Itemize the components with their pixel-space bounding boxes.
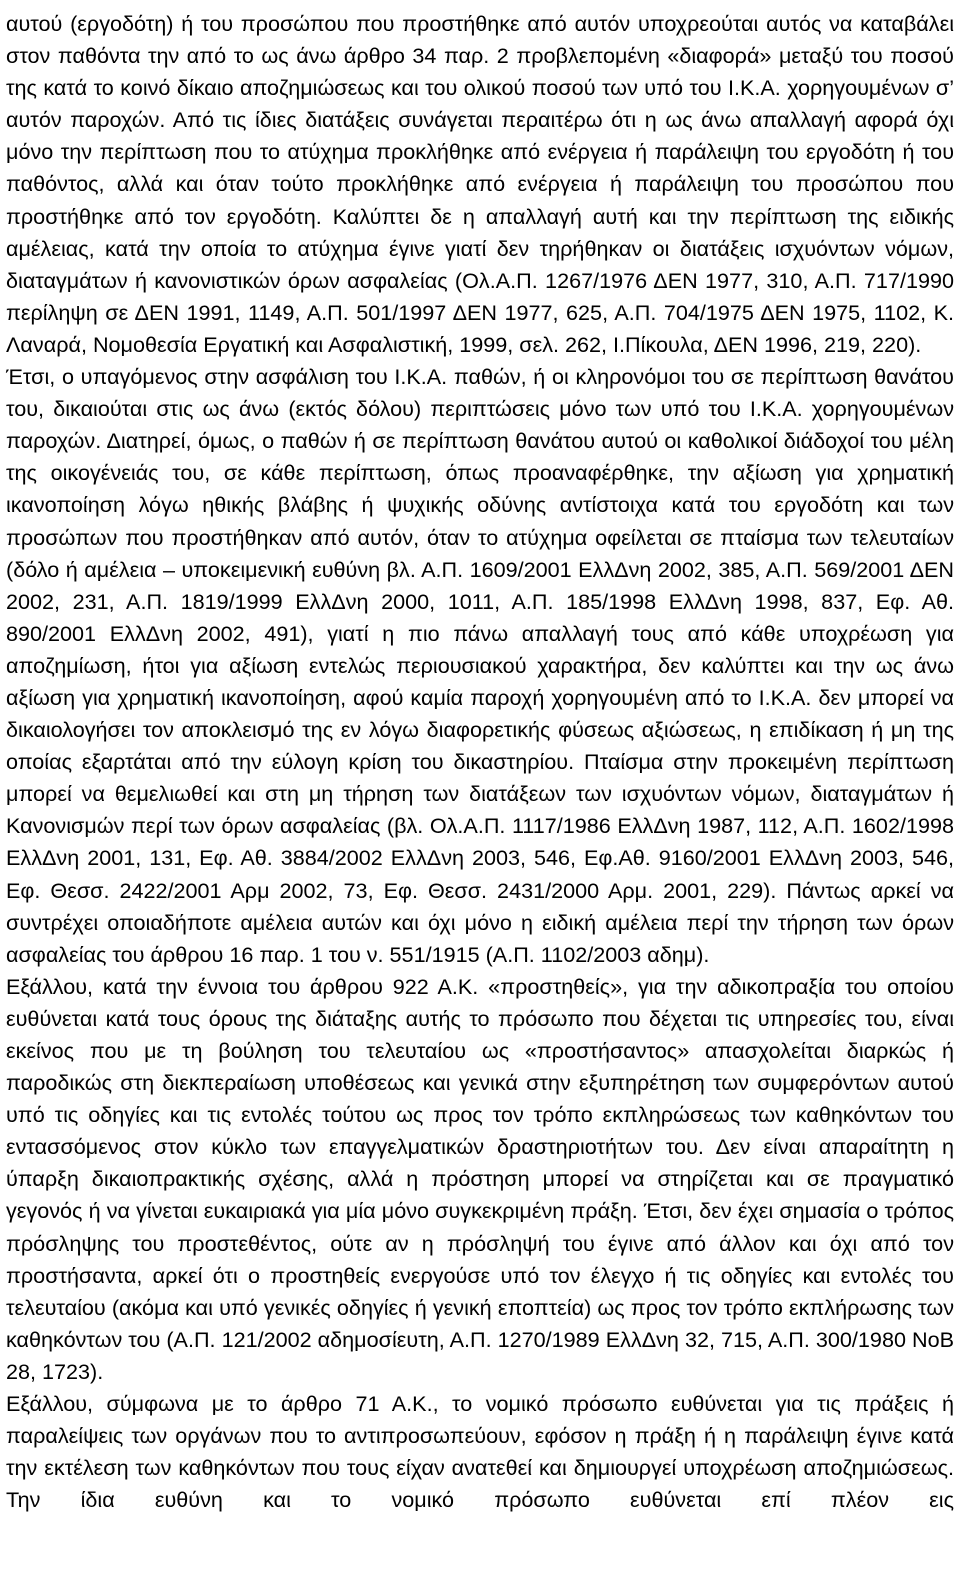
paragraph-moral-damage: Έτσι, ο υπαγόμενος στην ασφάλιση του Ι.Κ.Α. παθών, ή οι κληρονόμοι του σε περίπτωση θανάτου του, δικαιούται στις ως άνω (εκτός δόλου) περιπτώσεις μόνο των υπό του Ι.Κ.Α. χορηγουμένων παροχών. Διατηρεί, όμως, ο παθών ή σε περίπτωση θανάτου αυτού οι καθολικοί διάδοχοί του μέλη της οικογένειάς του, σε κάθε περίπτωση, όπως προαναφέρθηκε, την αξίωση για χρηματική ικανοποίηση λόγω ηθικής βλάβης ή ψυχικής οδύνης αντίστοιχα κατά του εργοδότη και των προσώπων που προστήθηκαν από αυτόν, όταν το ατύχημα οφείλεται σε πταίσμα των τελευταίων (δόλο ή αμέλεια – υποκειμενική ευθύνη βλ. Α.Π. 1609/2001 ΕλλΔνη 2002, 385, Α.Π. 569/2001 ΔΕΝ 2002, 231, Α.Π. 1819/1999 ΕλλΔνη 2000, 1011, Α.Π. 185/1998 ΕλλΔνη 1998, 837, Εφ. Αθ. 890/2001 ΕλλΔνη 2002, 491), γιατί η πιο πάνω απαλλαγή τους από κάθε υποχρέωση για αποζημίωση, ήτοι για αξίωση εντελώς περιουσιακού χαρακτήρα, δεν καλύπτει και την ως άνω αξίωση για χρηματική ικανοποίηση, αφού καμία παροχή χορηγουμένη από το Ι.Κ.Α. δεν μπορεί να δικαιολογήσει τον αποκλεισμό της εν λόγω διαφορετικής φύσεως αξιώσεως, η επιδίκαση ή μη της οποίας εξαρτάται από την εύλογη κρίση του δικαστηρίου. Πταίσμα στην προκειμένη περίπτωση μπορεί να θεμελιωθεί και στη μη τήρηση των διατάξεων των ισχυόντων νόμων, διαταγμάτων ή Κανονισμών περί των όρων ασφαλείας (βλ. Ολ.Α.Π. 1117/1986 ΕλλΔνη 1987, 112, Α.Π. 1602/1998 ΕλλΔνη 2001, 131, Εφ. Αθ. 3884/2002 ΕλλΔνη 2003, 546, Εφ.Αθ. 9160/2001 ΕλλΔνη 2003, 546, Εφ. Θεσσ. 2422/2001 Αρμ 2002, 73, Εφ. Θεσσ. 2431/2000 Αρμ. 2001, 229). Πάντως αρκεί να συντρέχει οποιαδήποτε αμέλεια αυτών και όχι μόνο η ειδική αμέλεια περί την τήρηση των όρων ασφαλείας του άρθρου 16 παρ. 1 του ν. 551/1915 (Α.Π. 1102/2003 αδημ).: [6, 364, 954, 967]
paragraph-ika-exemption: αυτού (εργοδότη) ή του προσώπου που προστήθηκε από αυτόν υποχρεούται αυτός να καταβάλει στον παθόντα την από το ως άνω άρθρο 34 παρ. 2 προβλεπομένη «διαφορά» μεταξύ του ποσού της κατά το κοινό δίκαιο αποζημιώσεως και του ολικού ποσού των υπό του Ι.Κ.Α. χορηγουμένων σ’ αυτόν παροχών. Από τις ίδιες διατάξεις συνάγεται περαιτέρω ότι η ως άνω απαλλαγή αφορά όχι μόνο την περίπτωση που το ατύχημα προκλήθηκε από ενέργεια ή παράλειψη του εργοδότη ή του παθόντος, αλλά και όταν τούτο προκλήθηκε από ενέργεια ή παράλειψη του προσώπου που προστήθηκε από τον εργοδότη. Καλύπτει δε η απαλλαγή αυτή και την περίπτωση της ειδικής αμέλειας, κατά την οποία το ατύχημα έγινε γιατί δεν τηρήθηκαν οι διατάξεις ισχυόντων νόμων, διαταγμάτων ή κανονιστικών όρων ασφαλείας (Ολ.Α.Π. 1267/1976 ΔΕΝ 1977, 310, Α.Π. 717/1990 περίληψη σε ΔΕΝ 1991, 1149, Α.Π. 501/1997 ΔΕΝ 1977, 625, Α.Π. 704/1975 ΔΕΝ 1975, 1102, Κ. Λαναρά, Νομοθεσία Εργατική και Ασφαλιστική, 1999, σελ. 262, Ι.Πίκουλα, ΔΕΝ 1996, 219, 220).: [6, 11, 954, 357]
paragraph-legal-entity-liability: Εξάλλου, σύμφωνα με το άρθρο 71 Α.Κ., το νομικό πρόσωπο ευθύνεται για τις πράξεις ή παραλείψεις των οργάνων που το αντιπροσωπεύουν, εφόσον η πράξη ή η παράλειψη έγινε κατά την εκτέλεση των καθηκόντων που τους είχαν ανατεθεί και δημιουργεί υποχρέωση αποζημιώσεως. Την ίδια ευθύνη και το νομικό πρόσωπο ευθύνεται επί πλέον εις: [6, 1391, 954, 1513]
paragraph-appointee-liability: Εξάλλου, κατά την έννοια του άρθρου 922 Α.Κ. «προστηθείς», για την αδικοπραξία του οποίου ευθύνεται κατά τους όρους της διάταξης αυτής το πρόσωπο που δέχεται τις υπηρεσίες του, είναι εκείνος που με τη βούληση του τελευταίου ως «προστήσαντος» απασχολείται διαρκώς ή παροδικώς στη διεκπεραίωση υποθέσεως και γενικά στην εξυπηρέτηση των συμφερόντων αυτού υπό τις οδηγίες και τις εντολές τούτου ως προς τον τρόπο εκπληρώσεως των καθηκόντων του εντασσόμενος στον κύκλο των επαγγελματικών δραστηριοτήτων του. Δεν είναι απαραίτητη η ύπαρξη δικαιοπρακτικής σχέσης, αλλά η πρόστηση μπορεί να στηρίζεται και σε πραγματικό γεγονός ή να γίνεται ευκαιριακά για μία μόνο συγκεκριμένη πράξη. Έτσι, δεν έχει σημασία ο τρόπος πρόσληψης του προστεθέντος, ούτε αν η πρόσληψή του έγινε από άλλον και όχι από τον προστήσαντα, αρκεί ότι ο προστηθείς ενεργούσε υπό τον έλεγχο ή τις οδηγίες και εντολές του τελευταίου (ακόμα και υπό γενικές οδηγίες ή γενική εποπτεία) ως προς τον τρόπο εκπλήρωσης των καθηκόντων του (Α.Π. 121/2002 αδημοσίευτη, Α.Π. 1270/1989 ΕλλΔνη 32, 715, Α.Π. 300/1980 ΝοΒ 28, 1723).: [6, 973, 954, 1384]
